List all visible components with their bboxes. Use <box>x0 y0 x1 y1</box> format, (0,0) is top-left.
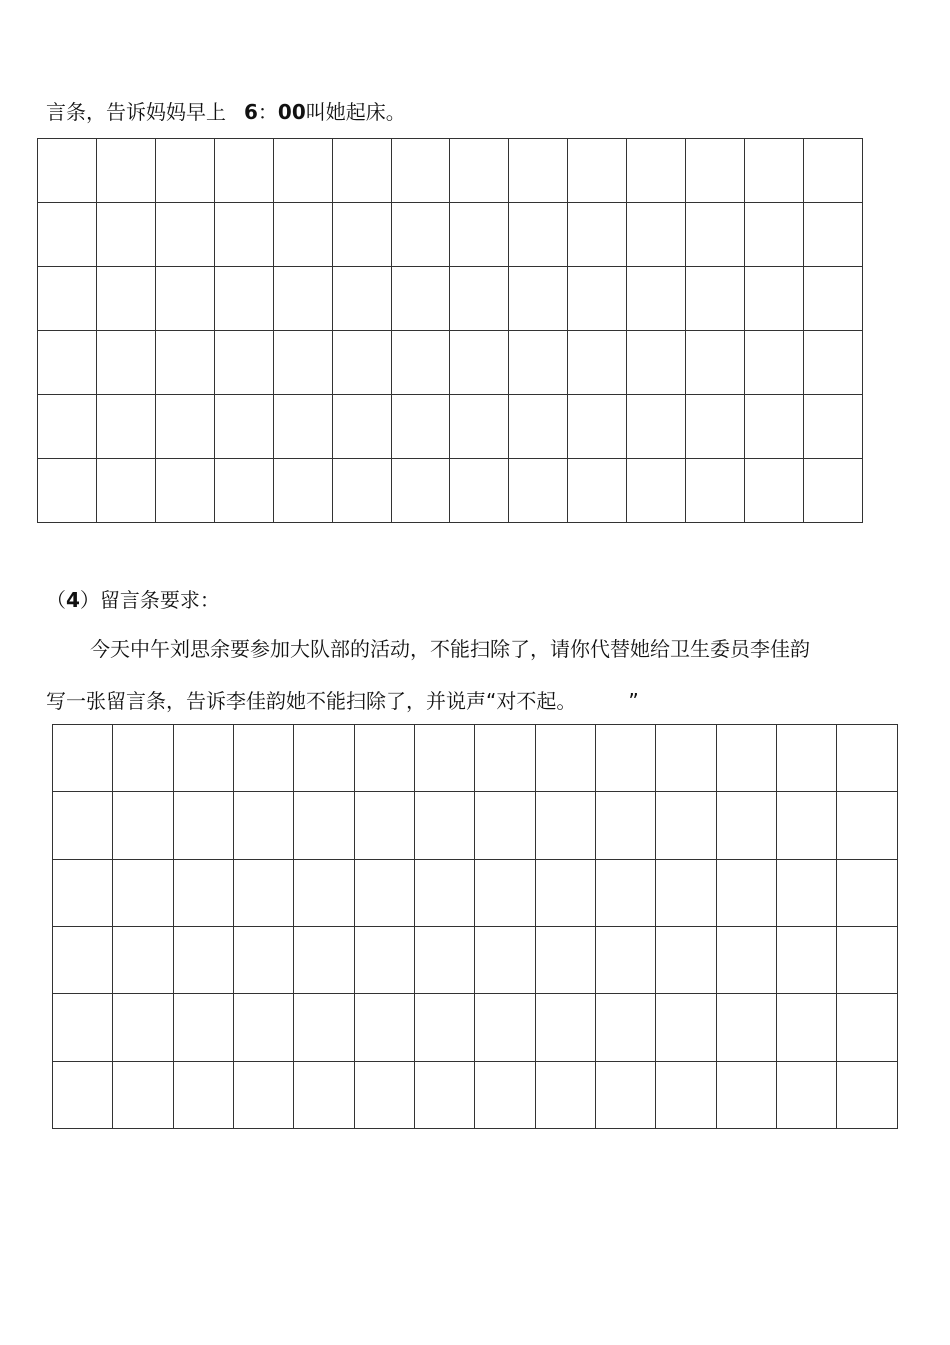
grid-cell <box>837 994 898 1061</box>
grid-cell <box>803 139 862 203</box>
grid-cell <box>656 859 716 926</box>
grid-cell <box>173 859 233 926</box>
grid-cell <box>53 926 113 993</box>
grid-cell <box>332 331 391 395</box>
grid-cell <box>686 459 745 523</box>
grid-cell <box>803 203 862 267</box>
grid-cell <box>656 1061 716 1128</box>
grid-cell <box>475 725 535 792</box>
grid-cell <box>509 395 568 459</box>
grid-cell <box>234 1061 294 1128</box>
grid-cell <box>568 203 627 267</box>
grid-cell <box>837 725 898 792</box>
grid-cell <box>234 926 294 993</box>
grid-row <box>53 792 898 859</box>
grid-cell <box>113 725 173 792</box>
grid-cell <box>155 459 214 523</box>
grid-cell <box>173 926 233 993</box>
grid-cell <box>113 859 173 926</box>
grid-cell <box>509 459 568 523</box>
section-4-body-line-1: 今天中午刘思余要参加大队部的活动，不能扫除了，请你代替她给卫生委员李佳韵 <box>90 637 810 661</box>
grid-cell <box>96 267 155 331</box>
grid-cell <box>656 926 716 993</box>
intro-suffix: 叫她起床。 <box>305 100 406 124</box>
grid-cell <box>391 203 450 267</box>
writing-grid-2 <box>52 724 898 1129</box>
grid-cell <box>113 1061 173 1128</box>
grid-cell <box>745 267 804 331</box>
grid-cell <box>96 203 155 267</box>
grid-cell <box>777 725 837 792</box>
grid-cell <box>391 459 450 523</box>
grid-row <box>38 331 863 395</box>
section-4-heading <box>46 587 220 613</box>
grid-row <box>38 395 863 459</box>
grid-cell <box>214 395 273 459</box>
grid-cell <box>475 1061 535 1128</box>
grid-cell <box>273 459 332 523</box>
grid-row <box>38 459 863 523</box>
grid-cell <box>38 203 97 267</box>
section-heading-text: 留言条要求： <box>99 588 220 612</box>
grid-cell <box>214 203 273 267</box>
grid-cell <box>391 331 450 395</box>
grid-cell <box>415 994 475 1061</box>
grid-cell <box>627 203 686 267</box>
grid-cell <box>332 459 391 523</box>
grid-cell <box>332 267 391 331</box>
grid-cell <box>686 395 745 459</box>
body-line-2-close-quote: ” <box>628 689 639 713</box>
grid-cell <box>777 926 837 993</box>
grid-cell <box>415 1061 475 1128</box>
grid-cell <box>113 994 173 1061</box>
grid-cell <box>596 859 656 926</box>
grid-cell <box>803 459 862 523</box>
grid-cell <box>273 267 332 331</box>
grid-cell <box>173 1061 233 1128</box>
grid-cell <box>294 859 354 926</box>
grid-cell <box>627 139 686 203</box>
grid-cell <box>450 459 509 523</box>
grid-cell <box>627 331 686 395</box>
grid-cell <box>450 267 509 331</box>
grid-cell <box>155 331 214 395</box>
grid-cell <box>214 331 273 395</box>
grid-cell <box>745 203 804 267</box>
grid-row <box>53 859 898 926</box>
grid-cell <box>273 203 332 267</box>
grid-cell <box>803 395 862 459</box>
grid-cell <box>745 139 804 203</box>
grid-cell <box>234 725 294 792</box>
grid-row <box>53 994 898 1061</box>
grid-row <box>38 267 863 331</box>
grid-cell <box>596 725 656 792</box>
grid-cell <box>627 395 686 459</box>
grid-cell <box>509 331 568 395</box>
grid-cell <box>53 725 113 792</box>
grid-cell <box>234 792 294 859</box>
grid-cell <box>354 859 414 926</box>
grid-cell <box>234 994 294 1061</box>
intro-line <box>46 99 406 125</box>
grid-cell <box>354 994 414 1061</box>
grid-cell <box>716 792 776 859</box>
grid-cell <box>509 203 568 267</box>
grid-cell <box>96 139 155 203</box>
grid-cell <box>535 926 595 993</box>
grid-cell <box>535 859 595 926</box>
section-number-close: ） <box>79 588 100 612</box>
grid-cell <box>38 139 97 203</box>
grid-row <box>38 139 863 203</box>
grid-cell <box>96 459 155 523</box>
grid-cell <box>656 792 716 859</box>
grid-cell <box>391 139 450 203</box>
grid-cell <box>837 1061 898 1128</box>
grid-cell <box>596 792 656 859</box>
grid-cell <box>568 331 627 395</box>
intro-hour: 6 <box>244 100 258 124</box>
intro-prefix: 言条，告诉妈妈早上 <box>46 100 226 124</box>
grid-cell <box>391 395 450 459</box>
grid-cell <box>596 926 656 993</box>
grid-cell <box>475 994 535 1061</box>
grid-cell <box>391 267 450 331</box>
grid-cell <box>803 331 862 395</box>
grid-cell <box>294 994 354 1061</box>
grid-cell <box>716 926 776 993</box>
grid-row <box>53 926 898 993</box>
grid-cell <box>509 139 568 203</box>
grid-cell <box>656 725 716 792</box>
section-number: 4 <box>66 588 80 612</box>
grid-cell <box>686 331 745 395</box>
grid-cell <box>686 139 745 203</box>
grid-cell <box>214 139 273 203</box>
grid-cell <box>38 459 97 523</box>
grid-cell <box>716 859 776 926</box>
grid-cell <box>596 1061 656 1128</box>
grid-cell <box>745 459 804 523</box>
grid-cell <box>273 331 332 395</box>
grid-cell <box>113 792 173 859</box>
grid-cell <box>535 994 595 1061</box>
grid-cell <box>777 859 837 926</box>
grid-cell <box>627 267 686 331</box>
grid-cell <box>155 203 214 267</box>
grid-cell <box>535 1061 595 1128</box>
grid-cell <box>716 725 776 792</box>
grid-cell <box>568 459 627 523</box>
grid-cell <box>837 859 898 926</box>
grid-cell <box>173 725 233 792</box>
grid-row <box>53 725 898 792</box>
grid-cell <box>273 395 332 459</box>
grid-cell <box>354 792 414 859</box>
grid-cell <box>596 994 656 1061</box>
grid-cell <box>38 395 97 459</box>
grid-cell <box>716 994 776 1061</box>
grid-cell <box>214 459 273 523</box>
grid-cell <box>450 203 509 267</box>
grid-cell <box>803 267 862 331</box>
grid-cell <box>53 792 113 859</box>
grid-cell <box>173 792 233 859</box>
grid-cell <box>273 139 332 203</box>
grid-cell <box>234 859 294 926</box>
grid-cell <box>332 203 391 267</box>
grid-cell <box>568 267 627 331</box>
grid-cell <box>837 792 898 859</box>
grid-cell <box>837 926 898 993</box>
grid-cell <box>745 395 804 459</box>
grid-cell <box>53 1061 113 1128</box>
intro-minute: 00 <box>277 100 306 124</box>
grid-cell <box>415 792 475 859</box>
grid-cell <box>173 994 233 1061</box>
grid-cell <box>475 926 535 993</box>
grid-cell <box>113 926 173 993</box>
grid-cell <box>214 267 273 331</box>
grid-cell <box>332 395 391 459</box>
writing-grid-1 <box>37 138 863 523</box>
grid-cell <box>745 331 804 395</box>
grid-cell <box>686 203 745 267</box>
body-line-2-main: 写一张留言条，告诉李佳韵她不能扫除了，并说声“对不起。 <box>46 689 577 713</box>
grid-cell <box>568 139 627 203</box>
grid-cell <box>450 395 509 459</box>
grid-cell <box>509 267 568 331</box>
grid-cell <box>155 139 214 203</box>
grid-cell <box>294 1061 354 1128</box>
grid-row <box>53 1061 898 1128</box>
grid-cell <box>535 725 595 792</box>
grid-cell <box>475 859 535 926</box>
grid-cell <box>38 267 97 331</box>
grid-cell <box>53 994 113 1061</box>
grid-cell <box>535 792 595 859</box>
grid-cell <box>777 994 837 1061</box>
grid-cell <box>627 459 686 523</box>
grid-cell <box>294 926 354 993</box>
grid-cell <box>38 331 97 395</box>
section-4-body-line-2 <box>46 688 639 714</box>
grid-cell <box>155 395 214 459</box>
grid-cell <box>354 926 414 993</box>
grid-cell <box>294 792 354 859</box>
grid-cell <box>294 725 354 792</box>
grid-cell <box>568 395 627 459</box>
grid-cell <box>656 994 716 1061</box>
grid-cell <box>777 792 837 859</box>
grid-cell <box>155 267 214 331</box>
grid-cell <box>415 725 475 792</box>
grid-cell <box>332 139 391 203</box>
grid-cell <box>415 859 475 926</box>
grid-cell <box>777 1061 837 1128</box>
grid-cell <box>354 725 414 792</box>
grid-cell <box>415 926 475 993</box>
grid-cell <box>475 792 535 859</box>
grid-cell <box>96 331 155 395</box>
grid-cell <box>53 859 113 926</box>
grid-cell <box>354 1061 414 1128</box>
grid-row <box>38 203 863 267</box>
grid-cell <box>96 395 155 459</box>
grid-cell <box>686 267 745 331</box>
grid-cell <box>450 331 509 395</box>
section-number-open: （ <box>46 588 66 612</box>
grid-cell <box>450 139 509 203</box>
intro-colon: ： <box>257 100 278 124</box>
grid-cell <box>716 1061 776 1128</box>
